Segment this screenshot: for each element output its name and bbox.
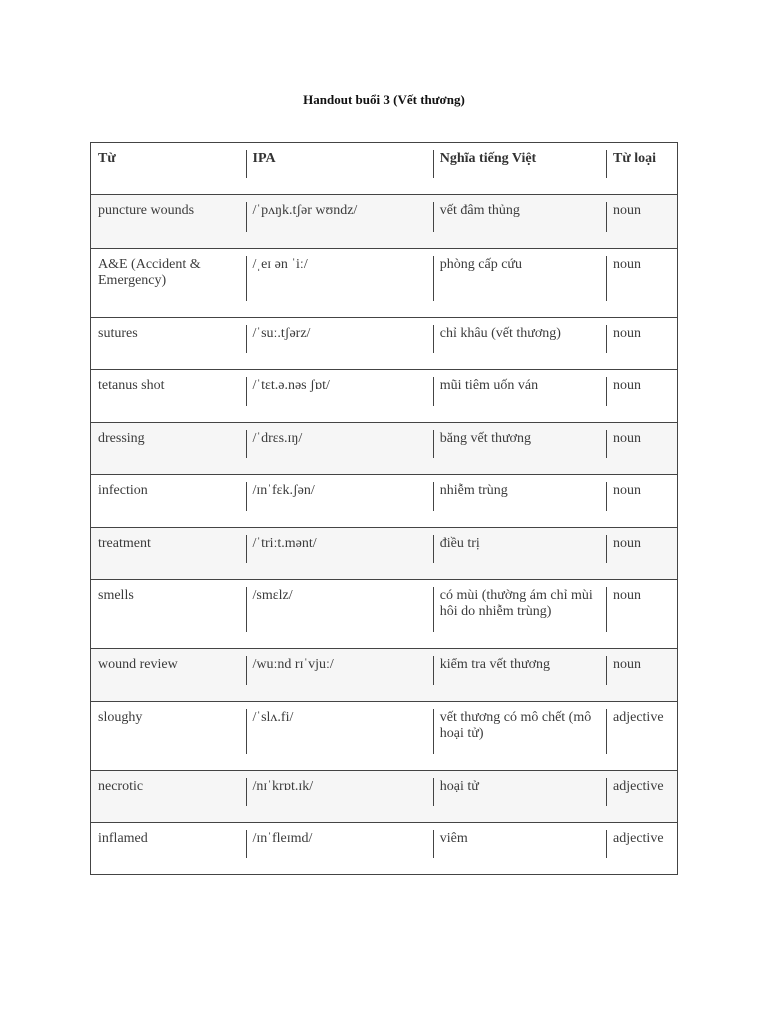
cell-word: smells [98, 588, 134, 603]
header-word: Từ [98, 151, 116, 166]
cell-ipa: /wuːnd rɪˈvjuː/ [252, 657, 334, 672]
cell-ipa: /smɛlz/ [252, 588, 293, 603]
cell-word: wound review [98, 657, 178, 672]
cell-meaning: chỉ khâu (vết thương) [439, 326, 561, 341]
table-row [91, 370, 678, 423]
cell-ipa: /ˈsuː.tʃərz/ [252, 326, 311, 341]
cell-pos: adjective [613, 710, 664, 725]
cell-pos: adjective [613, 831, 664, 846]
cell-ipa: /ˈtɛt.ə.nəs ʃɒt/ [252, 378, 330, 393]
cell-pos: noun [613, 203, 642, 218]
cell-meaning: kiểm tra vết thương [439, 657, 551, 672]
cell-pos: noun [613, 326, 642, 341]
cell-meaning: hoại tử [439, 779, 479, 794]
cell-meaning: mũi tiêm uốn ván [439, 378, 539, 393]
cell-ipa: /ɪnˈfɛk.ʃən/ [252, 483, 315, 498]
cell-word: infection [98, 483, 148, 498]
cell-ipa: /ˈdrɛs.ɪŋ/ [252, 431, 303, 446]
cell-meaning: băng vết thương [439, 431, 531, 446]
cell-ipa: /ˌeɪ ən ˈiː/ [252, 257, 308, 272]
cell-meaning: có mùi (thường ám chỉ mùi hôi do nhiễm trùng) [439, 588, 593, 619]
cell-word: treatment [98, 536, 151, 551]
table-row [91, 423, 678, 475]
cell-ipa: /ɪnˈfleɪmd/ [252, 831, 313, 846]
table-row [91, 823, 678, 875]
cell-word: sloughy [98, 710, 143, 725]
cell-meaning: điều trị [439, 536, 480, 551]
cell-ipa: /nɪˈkrɒt.ɪk/ [252, 779, 314, 794]
cell-pos: noun [613, 588, 642, 603]
table-row [91, 702, 678, 771]
cell-meaning: viêm [439, 831, 468, 846]
cell-pos: noun [613, 431, 642, 446]
cell-pos: adjective [613, 779, 664, 794]
cell-ipa: /ˈtriːt.mənt/ [252, 536, 317, 551]
document-title: Handout buổi 3 (Vết thương) [303, 92, 465, 107]
table-row [91, 475, 678, 528]
cell-pos: noun [613, 378, 642, 393]
cell-meaning: phòng cấp cứu [439, 257, 522, 272]
cell-meaning: vết đâm thủng [439, 203, 520, 218]
cell-meaning: vết thương có mô chết (mô hoại tử) [439, 710, 592, 741]
header-meaning: Nghĩa tiếng Việt [439, 151, 537, 166]
cell-ipa: /ˈpʌŋk.tʃər wʊndz/ [252, 203, 358, 218]
cell-word: inflamed [98, 831, 148, 846]
cell-pos: noun [613, 257, 642, 272]
table-row [91, 318, 678, 370]
cell-pos: noun [613, 657, 642, 672]
cell-word: A&E (Accident & Emergency) [98, 257, 201, 288]
cell-word: tetanus shot [98, 378, 165, 393]
table-header-row [91, 143, 678, 195]
cell-pos: noun [613, 536, 642, 551]
table-row [91, 195, 678, 249]
table-row [91, 771, 678, 823]
cell-word: sutures [98, 326, 138, 341]
cell-meaning: nhiễm trùng [439, 483, 508, 498]
table-row [91, 580, 678, 649]
cell-ipa: /ˈslʌ.fi/ [252, 710, 294, 725]
cell-word: puncture wounds [98, 203, 195, 218]
header-pos: Từ loại [613, 151, 657, 166]
header-ipa: IPA [252, 151, 276, 166]
vocabulary-table [90, 142, 678, 875]
table-row [91, 249, 678, 318]
table-row [91, 649, 678, 702]
table-row [91, 528, 678, 580]
cell-word: necrotic [98, 779, 144, 794]
cell-pos: noun [613, 483, 642, 498]
cell-word: dressing [98, 431, 145, 446]
